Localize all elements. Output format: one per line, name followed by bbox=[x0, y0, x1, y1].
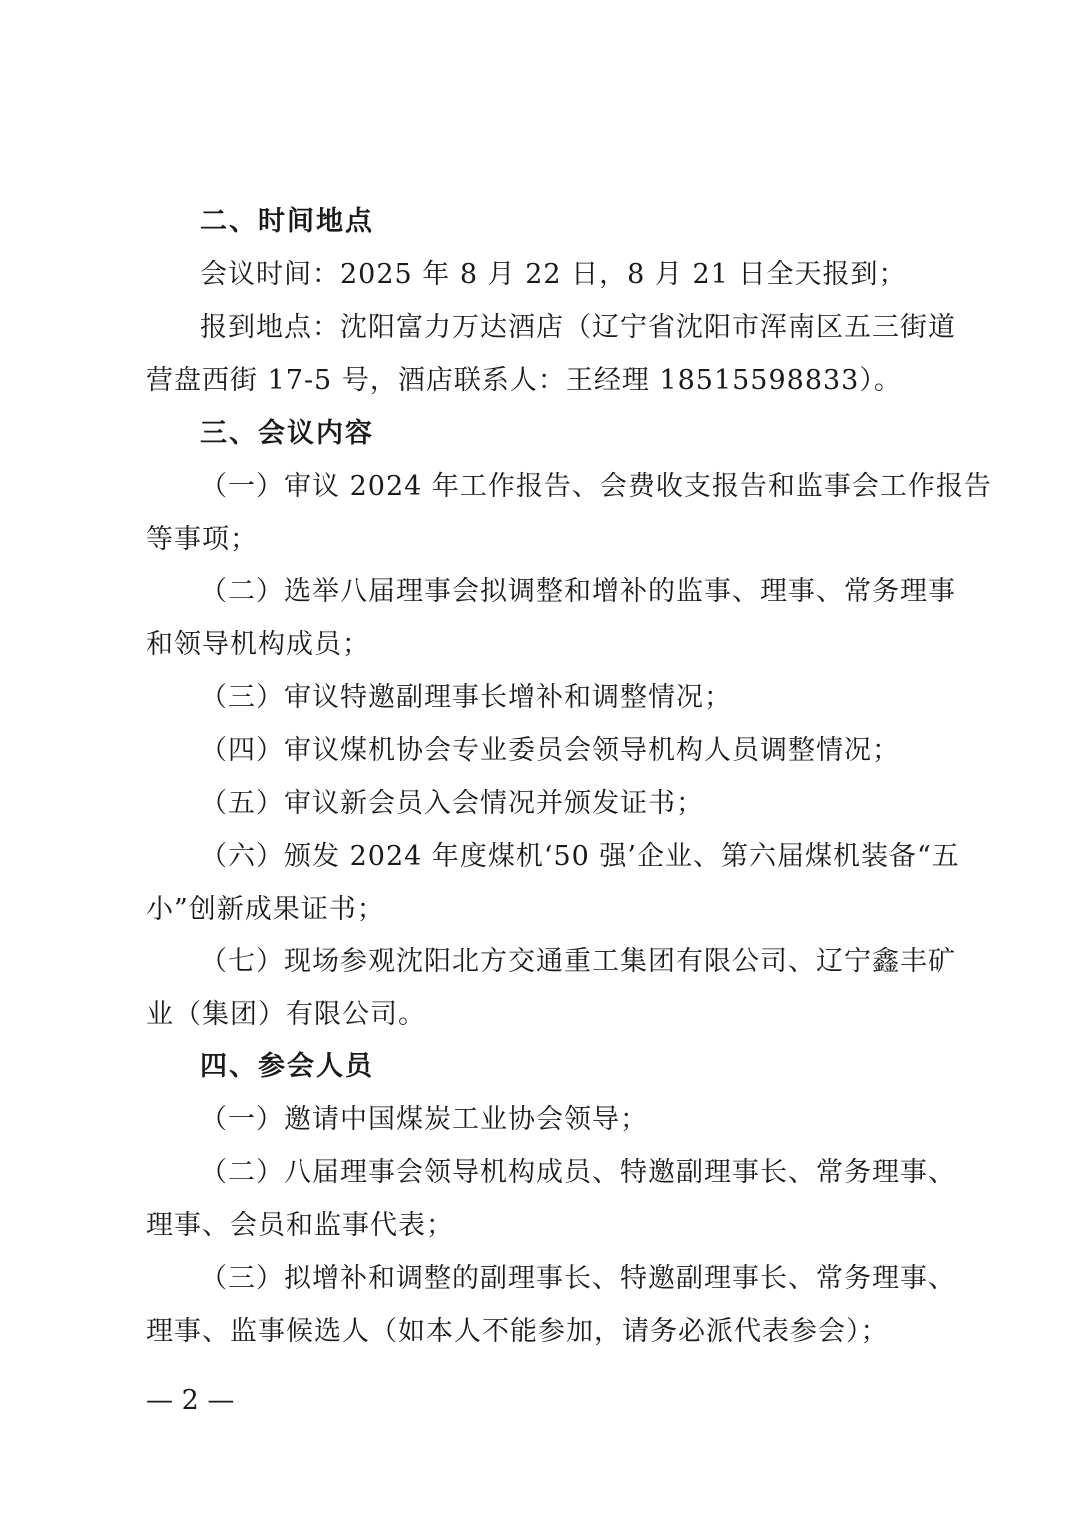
section-heading-time-location: 二、时间地点 bbox=[200, 206, 374, 237]
content-item-2-line-1: （二）选举八届理事会拟调整和增补的监事、理事、常务理事 bbox=[200, 576, 956, 607]
location-line-1: 报到地点：沈阳富力万达酒店（辽宁省沈阳市浑南区五三街道 bbox=[200, 312, 956, 343]
page-number: — 2 — bbox=[146, 1385, 235, 1416]
meeting-time: 会议时间：2025 年 8 月 22 日，8 月 21 日全天报到； bbox=[200, 259, 907, 290]
content-item-1-line-2: 等事项； bbox=[146, 524, 258, 555]
location-line-2: 营盘西街 17-5 号，酒店联系人：王经理 18515598833）。 bbox=[146, 365, 902, 396]
content-item-6-line-2: 小”创新成果证书； bbox=[146, 894, 385, 925]
attendee-item-2-line-2: 理事、会员和监事代表； bbox=[146, 1210, 454, 1241]
content-item-7-line-2: 业（集团）有限公司。 bbox=[146, 999, 426, 1030]
content-item-6-line-1: （六）颁发 2024 年度煤机‘50 强’企业、第六届煤机装备“五 bbox=[200, 841, 960, 872]
section-heading-meeting-content: 三、会议内容 bbox=[200, 418, 374, 449]
content-item-5: （五）审议新会员入会情况并颁发证书； bbox=[200, 788, 704, 819]
attendee-item-3-line-1: （三）拟增补和调整的副理事长、特邀副理事长、常务理事、 bbox=[200, 1263, 956, 1294]
content-item-2-line-2: 和领导机构成员； bbox=[146, 629, 370, 660]
content-item-4: （四）审议煤机协会专业委员会领导机构人员调整情况； bbox=[200, 735, 900, 766]
attendee-item-2-line-1: （二）八届理事会领导机构成员、特邀副理事长、常务理事、 bbox=[200, 1157, 956, 1188]
attendee-item-3-line-2: 理事、监事候选人（如本人不能参加，请务必派代表参会）； bbox=[146, 1316, 889, 1347]
content-item-1-line-1: （一）审议 2024 年工作报告、会费收支报告和监事会工作报告 bbox=[200, 471, 992, 502]
content-item-3: （三）审议特邀副理事长增补和调整情况； bbox=[200, 682, 732, 713]
content-item-7-line-1: （七）现场参观沈阳北方交通重工集团有限公司、辽宁鑫丰矿 bbox=[200, 946, 956, 977]
attendee-item-1: （一）邀请中国煤炭工业协会领导； bbox=[200, 1104, 648, 1135]
section-heading-attendees: 四、参会人员 bbox=[200, 1051, 374, 1082]
